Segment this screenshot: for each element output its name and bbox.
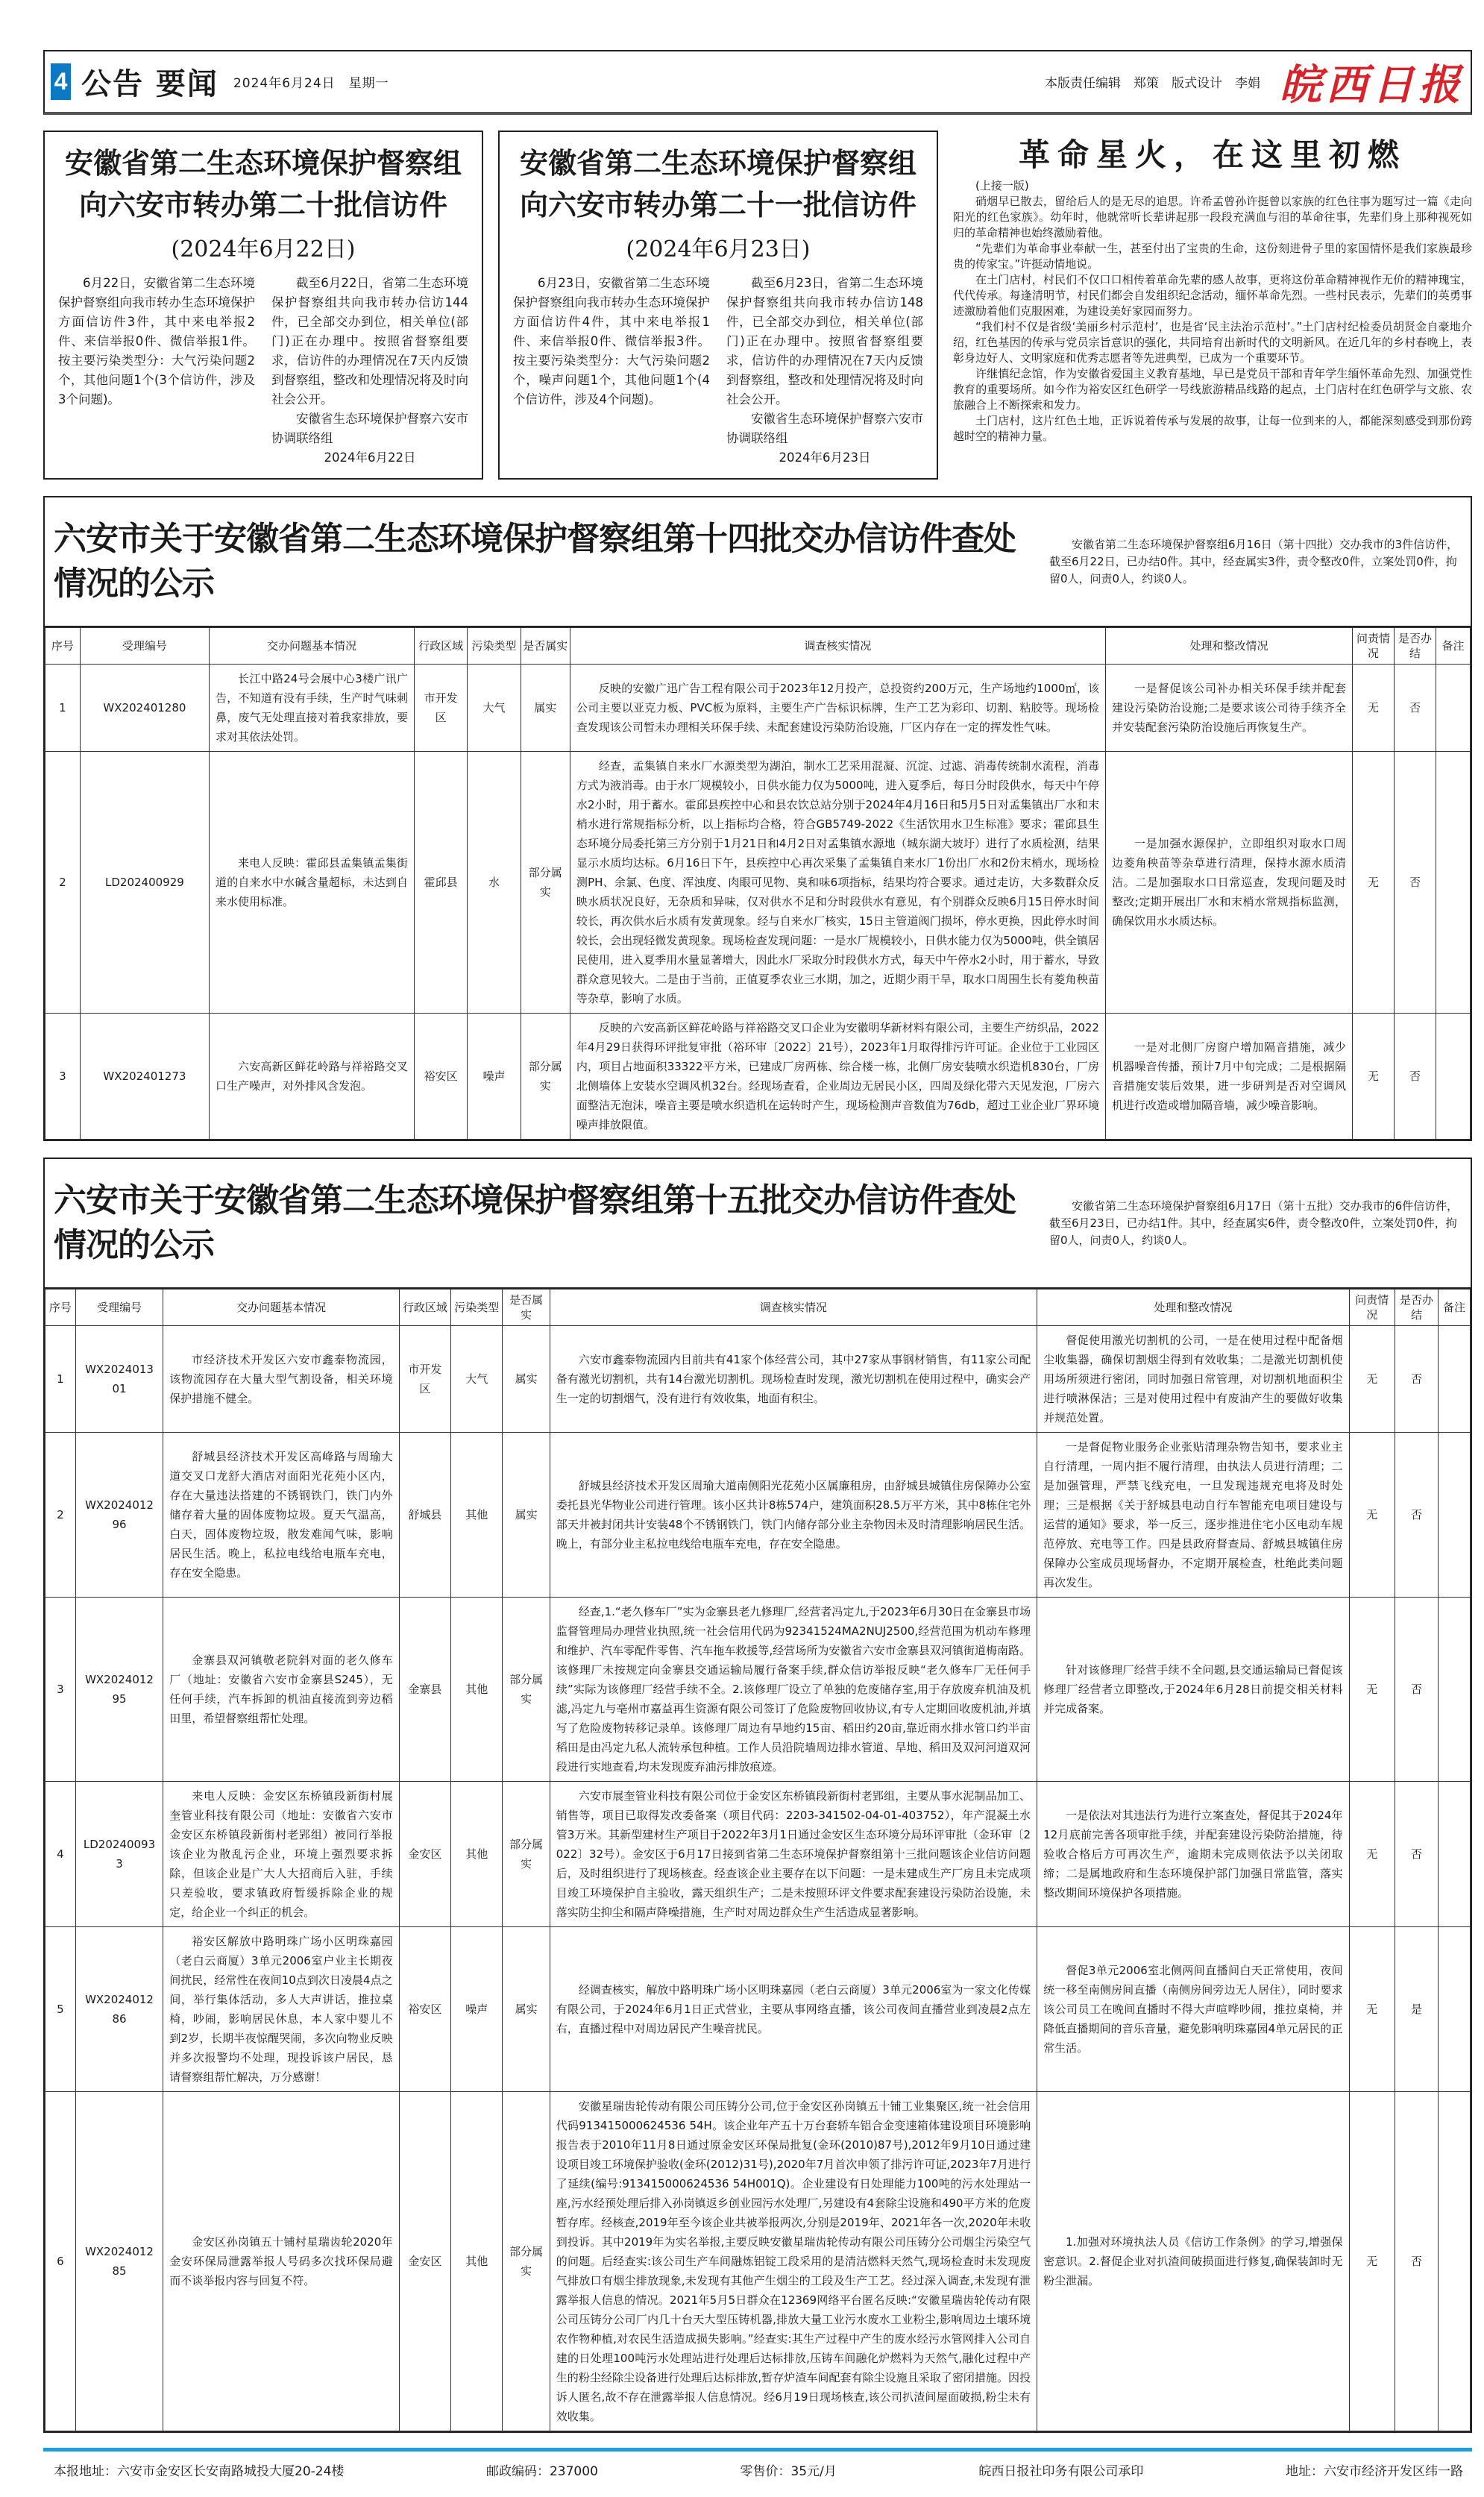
article-paragraph: 在土门店村，村民们不仅口口相传着革命先辈的感人故事，更将这份革命精神视作无价的精神瑰宝，代代传承。每逢清明节，村民们都会自发组织纪念活动，缅怀革命先烈。一些村民表示，先辈们的英勇事迹激励着他们克服困难，为建设美好家园而努力。 (953, 273, 1472, 318)
cell-handling: 1.加强对环境执法人员《信访工作条例》的学习,增强保密意识。2.督促企业对扒渣间破损面进行修复,确保装卸时无粉尘泄漏。 (1037, 2092, 1350, 2431)
cell-investigation: 反映的六安高新区鲜花岭路与祥裕路交叉口企业为安徽明华新材料有限公司，主要生产纺织品，2022年4月29日获得环评批复审批（裕环审〔2022〕21号），2023年1月取得排污许可证。企业位于工业园区内，项目占地面积33322平方米，已建成厂房两栋、综合楼一栋，北侧厂房安装喷水织造机830台，厂房北侧墙体上安装水空调风机32台。经现场查看，企业周边无居民小区，四周及绿化带六天见发泡，厂房六面整洁无泡沫，噪音主要是喷水织造机在运转时产生，现场检测声音数值为76db，超过工业企业厂界环境噪声排放限值。 (570, 1014, 1105, 1140)
column-header: 行政区域 (415, 628, 468, 665)
cell-case-id: WX202401296 (75, 1433, 163, 1598)
cell-pollution-type: 噪声 (451, 1927, 503, 2092)
column-header: 是否属实 (503, 1290, 550, 1326)
cell-issue: 金安区孙岗镇五十铺村星瑞齿轮2020年金安环保局泄露举报人号码多次找环保局避而不谈举报内容与回复不符。 (163, 2092, 399, 2431)
publication-batch-15 (43, 1158, 1472, 2433)
table-row (45, 1927, 1471, 2092)
cases-table (45, 627, 1471, 1140)
article-title: 革命星火，在这里初燃 (1018, 136, 1406, 173)
cell-case-id: WX202401301 (75, 1326, 163, 1433)
publication-batch-14 (43, 496, 1472, 1141)
cell-case-id: LD202400929 (80, 752, 209, 1014)
cell-note (1436, 752, 1471, 1014)
cell-area: 金安区 (399, 2092, 450, 2431)
cell-issue: 裕安区解放中路明珠广场小区明珠嘉园（老白云商厦）3单元2006室户业主长期夜间扰民，经常性在夜间10点到次日凌晨4点之间，举行集体活动，多人大声讲话，推拉桌椅，吵闹，影响居民休息，本人家中婴儿不到2岁，长期半夜惊醒哭闹，多次向物业反映并多次报警均不处理，现投诉该户居民，恳请督察组帮忙解决，万分感谢！ (163, 1927, 399, 2092)
notice-paragraph: 截至6月22日，省第二生态环境保护督察组共向我市转办信访144件，已全部交办到位，相关单位(部门)正在办理中。按照省督察组要求，信访件的办理情况在7天内反馈到督察组，整改和处理情况将及时向社会公开。 (271, 276, 468, 406)
table-row (45, 1326, 1471, 1433)
cell-handling: 督促使用激光切割机的公司，一是在使用过程中配备烟尘收集器，确保切割烟尘得到有效收集；二是激光切割机使用场所须进行密闭，同时加强日常管理，对切割机地面积尘进行喷淋保洁；三是对使用过程中有废油产生的要做好收集并规范处置。 (1037, 1326, 1350, 1433)
cell-case-id: LD202400933 (75, 1782, 163, 1927)
table-row (45, 1782, 1471, 1927)
cell-verified: 属实 (503, 1433, 550, 1598)
notice-sign-date: 2024年6月22日 (324, 450, 416, 465)
footer-address: 本报地址：六安市金安区长安南路城投大厦20-24楼 (54, 2464, 345, 2479)
cell-area: 裕安区 (415, 1014, 468, 1140)
issue-date: 2024年6月24日 星期一 (233, 76, 389, 91)
masthead (43, 50, 1472, 115)
footer-postcode: 邮政编码：237000 (485, 2464, 598, 2479)
table-row (45, 2092, 1471, 2431)
cell-pollution-type: 其他 (451, 1433, 503, 1598)
notice-title: 安徽省第二生态环境保护督察组 向六安市转办第二十批信访件 (64, 146, 462, 222)
cell-accountability: 无 (1353, 752, 1395, 1014)
cell-issue: 来电人反映：金安区东桥镇段新街村展奎管业科技有限公司（地址：安徽省六安市金安区东桥镇段新街村老郢组）被同行举报该企业为散乱污企业，环境上强烈要求拆除，但该企业是广大人大招商后入驻，手续只差验收，要求镇政府暂缓拆除企业的规定，给企业一个纠正的机会。 (163, 1782, 399, 1927)
cell-investigation: 六安市鑫泰物流园内目前共有41家个体经营公司，其中27家从事钢材销售，有11家公司配备有激光切割机，共有14台激光切割机。现场检查时发现，激光切割机在使用过程中，确实会产生一定的切割烟气，没有进行有效收集，地面有积尘。 (550, 1326, 1037, 1433)
continued-note: (上接一版) (975, 179, 1029, 192)
column-header: 处理和整改情况 (1105, 628, 1352, 665)
column-header: 交办问题基本情况 (163, 1290, 399, 1326)
top-row (43, 131, 1472, 480)
column-header: 备注 (1436, 628, 1471, 665)
column-header: 问责情况 (1353, 628, 1395, 665)
column-header: 交办问题基本情况 (210, 628, 415, 665)
article-paragraph: “先辈们为革命事业奉献一生，甚至付出了宝贵的生命，这份刻进骨子里的家国情怀是我们家族最珍贵的传家宝。”许挺动情地说。 (953, 242, 1472, 271)
cell-closed: 否 (1395, 665, 1436, 752)
column-header: 受理编号 (75, 1290, 163, 1326)
table-row (45, 1433, 1471, 1598)
column-header: 处理和整改情况 (1037, 1290, 1350, 1326)
cell-seq: 6 (45, 2092, 76, 2431)
column-header: 调查核实情况 (550, 1290, 1037, 1326)
table-header-row (45, 1290, 1471, 1326)
table-row (45, 1014, 1471, 1140)
cell-issue: 市经济技术开发区六安市鑫泰物流园，该物流园存在大量大型气割设备，相关环境保护措施不健全。 (163, 1326, 399, 1433)
table-header-row (45, 628, 1471, 665)
cell-area: 市开发区 (415, 665, 468, 752)
publication-title: 六安市关于安徽省第二生态环境保护督察组第十四批交办信访件查处情况的公示 (54, 520, 1016, 603)
cell-closed: 是 (1395, 1927, 1438, 2092)
cell-area: 市开发区 (399, 1326, 450, 1433)
notice-paragraph: 6月22日，安徽省第二生态环境保护督察组向我市转办生态环境保护方面信访件3件，其中来电举报2件、来信举报0件、微信举报1件。按主要污染类型分：大气污染问题2个，其他问题1个(3个信访件，涉及3个问题)。 (58, 276, 255, 406)
cell-seq: 2 (45, 1433, 76, 1598)
column-header: 问责情况 (1349, 1290, 1395, 1326)
cell-area: 金寨县 (399, 1598, 450, 1782)
cell-issue: 六安高新区鲜花岭路与祥裕路交叉口生产噪声，对外排风含发泡。 (210, 1014, 415, 1140)
footer-printer: 皖西日报社印务有限公司承印 (978, 2464, 1144, 2479)
cell-handling: 一是督促物业服务企业张贴清理杂物告知书，要求业主自行清理，一周内拒不履行清理，由执法人员进行清理；二是加强管理，严禁飞线充电，一旦发现违规充电将及时处理；三是根据《关于舒城县电动自行车智能充电项目建设与运营的通知》要求，举一反三，逐步推进住宅小区电动车规范停放、充电等工作。四是县政府督查局、舒城县城镇住房保障办公室成员现场督办，不定期开展检查，杜绝此类问题再次发生。 (1037, 1433, 1350, 1598)
cell-note (1439, 1782, 1471, 1927)
notice-signature: 安徽省生态环境保护督察六安市协调联络组 (726, 412, 923, 445)
cell-closed: 否 (1395, 1014, 1436, 1140)
cell-note (1436, 1014, 1471, 1140)
cell-verified: 部分属实 (503, 1598, 550, 1782)
cell-accountability: 无 (1349, 1927, 1395, 2092)
cell-verified: 部分属实 (521, 752, 570, 1014)
cell-handling: 针对该修理厂经营手续不全问题,县交通运输局已督促该修理厂经营者立即整改,于2024年6月28日前提交相关材料并完成备案。 (1037, 1598, 1350, 1782)
cell-investigation: 经查,1.“老久修车厂”实为金寨县老九修理厂,经营者冯定九,于2023年6月30日在金寨县市场监督管理局办理营业执照,统一社会信用代码为92341524MA2NUJ2500,经营范围为机动车修理和维护、汽车零配件零售、汽车拖车救援等,经营场所为安徽省六安市金寨县双河镇街道梅南路。该修理厂未按规定向金寨县交通运输局履行备案手续,群众信访举报反映“老久修车厂无任何手续”实际为该修理厂经营手续不全。2.该修理厂设立了单独的危废储存室,用于存放废弃机油及机滤,冯定九与亳州市嘉益再生资源有限公司签订了危险废物回收协议,有专人定期回收废机油,并填写了危险废物转移记录单。该修理厂周边有旱地约15亩、稻田约20亩,靠近雨水排水管口约半亩稻田是由冯定九私人流转承包种植。工作人员沿院墙周边排水管道、旱地、稻田及双河河道双河段进行实地查看,均未发现废弃油污排放痕迹。 (550, 1598, 1037, 1782)
cell-pollution-type: 其他 (451, 2092, 503, 2431)
cell-handling: 一是督促该公司补办相关环保手续并配套建设污染防治设施;二是要求该公司待手续齐全并安装配套污染防治设施后再恢复生产。 (1105, 665, 1352, 752)
notice-batch-20 (43, 131, 483, 480)
cell-case-id: WX202401273 (80, 1014, 209, 1140)
cell-area: 裕安区 (399, 1927, 450, 2092)
column-header: 是否属实 (521, 628, 570, 665)
cell-issue: 金寨县双河镇敬老院斜对面的老久修车厂（地址：安徽省六安市金寨县S245），无任何手续，汽车拆卸的机油直接流到旁边稻田里，希望督察组帮忙处理。 (163, 1598, 399, 1782)
table-row (45, 665, 1471, 752)
cell-accountability: 无 (1353, 1014, 1395, 1140)
cell-seq: 5 (45, 1927, 76, 2092)
cell-issue: 来电人反映：霍邱县孟集镇孟集街道的自来水中水碱含量超标，未达到自来水使用标准。 (210, 752, 415, 1014)
footer-price: 零售价：35元/月 (740, 2464, 837, 2479)
cell-issue: 舒城县经济技术开发区高峰路与周瑜大道交叉口龙舒大酒店对面阳光花苑小区内，存在大量违法搭建的不锈钢铁门，铁门内外储存着大量的固体废物垃圾。夏天气温高，白天，固体废物垃圾，散发难闻气味，影响居民生活。晚上，私拉电线给电瓶车充电，存在安全隐患。 (163, 1433, 399, 1598)
cell-investigation: 经调查核实，解放中路明珠广场小区明珠嘉园（老白云商厦）3单元2006室为一家文化传媒有限公司，于2024年6月1日正式营业，主要从事网络直播，该公司夜间直播营业到凌晨2点左右，直播过程中对周边居民产生噪音扰民。 (550, 1927, 1037, 2092)
cell-area: 霍邱县 (415, 752, 468, 1014)
column-header: 污染类型 (451, 1290, 503, 1326)
publication-summary: 安徽省第二生态环境保护督察组6月17日（第十五批）交办我市的6件信访件，截至6月23日，已办结1件。其中，经查属实6件，责令整改0件，立案处罚0件，拘留0人，问责0人，约谈0人。 (1049, 1199, 1459, 1247)
column-header: 是否办结 (1395, 1290, 1438, 1326)
column-header: 序号 (45, 628, 81, 665)
cell-case-id: WX202401285 (75, 2092, 163, 2431)
publication-title: 六安市关于安徽省第二生态环境保护督察组第十五批交办信访件查处情况的公示 (54, 1181, 1016, 1264)
cell-handling: 督促3单元2006室北侧两间直播间白天正常使用，夜间统一移至南侧房间直播（南侧房间旁边无人居住），同时要求该公司员工在晚间直播时不得大声喧哗吵闹，推拉桌椅，并降低直播期间的音乐音量，避免影响明珠嘉园4单元居民的正常生活。 (1037, 1927, 1350, 2092)
cell-note (1439, 1598, 1471, 1782)
notice-paragraph: 6月23日，安徽省第二生态环境保护督察组向我市转办生态环境保护方面信访件4件，其中来电举报1件、来信举报0件、微信举报3件。按主要污染类型分：大气污染问题2个，噪声问题1个，其他问题1个(4个信访件，涉及4个问题)。 (513, 276, 710, 406)
cell-closed: 否 (1395, 1326, 1438, 1433)
notice-sign-date: 2024年6月23日 (779, 450, 871, 465)
cell-case-id: WX202401286 (75, 1927, 163, 2092)
footer-printer-address: 地址：六安市经济开发区纬一路 (1285, 2464, 1463, 2479)
column-header: 是否办结 (1395, 628, 1436, 665)
cell-seq: 3 (45, 1598, 76, 1782)
cell-investigation: 反映的安徽广迅广告工程有限公司于2023年12月投产，总投资约200万元，生产场地约1000㎡，该公司主要以亚克力板、PVC板为原料，主要生产广告标识标牌，生产工艺为彩印、切割、粘胶等。现场检查发现该公司暂未办理相关环保手续、未配套建设污染防治设施，厂区内存在一定的挥发性气味。 (570, 665, 1105, 752)
article-paragraph: 土门店村，这片红色土地，正诉说着传承与发展的故事，让每一位到来的人，都能深刻感受到那份跨越时空的精神力量。 (953, 414, 1472, 443)
cell-case-id: WX202401280 (80, 665, 209, 752)
cell-pollution-type: 其他 (451, 1782, 503, 1927)
notice-title: 安徽省第二生态环境保护督察组 向六安市转办第二十一批信访件 (519, 146, 917, 222)
cell-note (1439, 2092, 1471, 2431)
cell-seq: 4 (45, 1782, 76, 1927)
cell-seq: 3 (45, 1014, 81, 1140)
cell-note (1436, 665, 1471, 752)
cell-closed: 否 (1395, 1433, 1438, 1598)
column-header: 受理编号 (80, 628, 209, 665)
cell-issue: 长江中路24号会展中心3楼广讯广告，不知道有没有手续，生产时气味刺鼻，废气无处理直接对着我家排放，要求对其依法处罚。 (210, 665, 415, 752)
cell-pollution-type: 大气 (451, 1326, 503, 1433)
cell-verified: 部分属实 (521, 1014, 570, 1140)
cell-pollution-type: 噪声 (468, 1014, 521, 1140)
notice-batch-21 (498, 131, 938, 480)
cell-pollution-type: 其他 (451, 1598, 503, 1782)
cell-area: 金安区 (399, 1782, 450, 1927)
page-number: 4 (51, 63, 71, 100)
notice-date: (2024年6月23日) (626, 236, 811, 263)
cell-closed: 否 (1395, 1598, 1438, 1782)
column-header: 备注 (1439, 1290, 1471, 1326)
cell-verified: 属实 (521, 665, 570, 752)
cases-table (45, 1289, 1471, 2431)
cell-note (1439, 1326, 1471, 1433)
notice-signature: 安徽省生态环境保护督察六安市协调联络组 (271, 412, 468, 445)
article-paragraph: 许继慎纪念馆，作为安徽省爱国主义教育基地，早已是党员干部和青年学生缅怀革命先烈、加强党性教育的重要场所。如今作为裕安区红色研学一号线旅游精品线路的起点，土门店村在红色研学与文旅、农旅融合上不断探索和发力。 (953, 367, 1472, 412)
cell-handling: 一是加强水源保护，立即组织对取水口周边菱角秧苗等杂草进行清理，保持水源水质清洁。二是加强取水口日常巡查，发现问题及时整改;定期开展出厂水和末梢水常规指标监测，确保饮用水水质达标。 (1105, 752, 1352, 1014)
cell-area: 舒城县 (399, 1433, 450, 1598)
table-row (45, 1598, 1471, 1782)
cell-seq: 2 (45, 752, 81, 1014)
newspaper-page (43, 0, 1472, 2497)
cell-accountability: 无 (1349, 1326, 1395, 1433)
article-paragraph: “我们村不仅是省级‘美丽乡村示范村’，也是省‘民主法治示范村’。”土门店村纪检委员胡贤金自豪地介绍，红色基因的传承与党员宗旨意识的强化，共同培育出新时代的文明新风。在近几年的乡村春晚上，表彰身边好人、文明家庭和优秀志愿者等先进典型，已成为一个重要环节。 (953, 320, 1472, 365)
section-title: 公告 要闻 (81, 67, 218, 101)
cell-pollution-type: 大气 (468, 665, 521, 752)
column-header: 调查核实情况 (570, 628, 1105, 665)
cell-verified: 属实 (503, 1927, 550, 2092)
cell-verified: 部分属实 (503, 2092, 550, 2431)
cell-note (1439, 1433, 1471, 1598)
footer (54, 2452, 1463, 2497)
cell-investigation: 安徽星瑞齿轮传动有限公司压铸分公司,位于金安区孙岗镇五十铺工业集聚区,统一社会信用代码913415000624536 54H。该企业年产五十万台套轿车铝合金变速箱体建设项目环境影响报告表于2010年11月8日通过原金安区环保局批复(金环(2010)87号),2012年9月10日通过建设项目竣工环境保护验收(金环(2012)31号),2020年7月首次申领了排污许可证,2023年7月进行了延续(编号:913415000624536 54H001Q)。企业建设有日处理能力100吨的污水处理站一座,污水经预处理后排入孙岗镇返乡创业园污水处理厂,另建设有4套除尘设施和490平方米的危废暂存库。经核查,2019年至今该企业共被举报两次,分别是2019年、2021年各一次,2020年未收到投诉。其中2019年为实名举报,主要反映安徽星瑞齿轮传动有限公司压铸分公司烟尘污染空气的问题。后经查实:该公司生产车间融炼铝锭工段采用的是清洁燃料天然气,现场检查时未发现废气排放口有烟尘排放现象,未发现有其他产生烟尘的工段及生产工艺。经过深入调查,未发现有泄露举报人信息的情况。2021年5月5日群众在12369网络平台匿名反映:“安徽星瑞齿轮传动有限公司压铸分公司厂内几十台天大型压铸机器,排放大量工业污水废水工业粉尘,影响周边土壤环境农作物种植,对农民生活造成损失影响。”经查实:其生产过程中产生的废水经污水管网排入公司自建的日处理100吨污水处理站进行处理后达标排放,压铸车间融化炉燃料为天然气,融化过程中产生的粉尘经除尘设备进行处理后达标排放,暂存炉渣车间配套有除尘设施且采取了密闭措施。因投诉人匿名,故不存在泄露举报人信息情况。经6月19日现场核查,该公司扒渣间屋面破损,粉尘未有效收集。 (550, 2092, 1037, 2431)
notice-paragraph: 截至6月23日，省第二生态环境保护督察组共向我市转办信访148件，已全部交办到位，相关单位(部门)正在办理中。按照省督察组要求，信访件的办理情况在7天内反馈到督察组，整改和处理情况将及时向社会公开。 (726, 276, 923, 406)
table-row (45, 752, 1471, 1014)
cell-seq: 1 (45, 1326, 76, 1433)
cell-investigation: 经查，孟集镇自来水厂水源类型为湖泊，制水工艺采用混凝、沉淀、过滤、消毒传统制水流程，消毒方式为液消毒。由于水厂规模较小，日供水能力仅为5000吨，进入夏季后，每日分时段供水，每天中午停水2小时，用于蓄水。霍邱县疾控中心和县农饮总站分别于2024年4月16日和5月5日对孟集镇出厂水和末梢水进行常规指标分析，以上指标均合格，符合GB5749-2022《生活饮用水卫生标准》要求；霍邱县生态环境分局委托第三方分别于1月21日和4月2日对孟集镇水源地（城东湖大坡圩）进行了水质检测，结果显示水质均达标。6月16日下午，县疾控中心再次采集了孟集镇自来水厂1份出厂水和2份末梢水，现场检测PH、余氯、色度、浑浊度、肉眼可见物、臭和味6项指标，结果均符合要求。通过走访，大多数群众反映水质状况良好，无杂质和异味，仅对供水不足和分时段供水有意见，有个别群众反映6月15日停水时间较长，再次供水后水质有发黄现象。经与自来水厂核实，15日主管道阀门损坏，停水更换，因此停水时间较长，会出现轻微发黄现象。现场检查发现问题：一是水厂规模较小，日供水能力仅为5000吨，供全镇居民使用，进入夏季用水量显著增大，因此水厂采取分时段供水方式，每天中午停水2小时，用于蓄水，导致群众意见较大。二是由于当前，正值夏季农业三水期，加之，近期少雨干旱，取水口周围生长有菱角秧苗等杂草，影响了水质。 (570, 752, 1105, 1014)
notice-date: (2024年6月22日) (171, 236, 356, 263)
cell-closed: 否 (1395, 2092, 1438, 2431)
cell-accountability: 无 (1349, 2092, 1395, 2431)
cell-seq: 1 (45, 665, 81, 752)
editors-credit: 本版责任编辑 郑策 版式设计 李娟 (1045, 76, 1260, 91)
cell-pollution-type: 水 (468, 752, 521, 1014)
cell-investigation: 六安市展奎管业科技有限公司位于金安区东桥镇段新街村老郢组，主要从事水泥制品加工、销售等，项目已取得发改委备案（项目代码：2203-341502-04-01-403752），年产混凝土水管3万米。其新型建材生产项目于2022年3月1日通过金安区生态环境分局环评审批（金环审〔2022〕32号）。金安区于6月17日接到省第二生态环境保护督察组第十三批问题该企业信访问题后，及时组织进行了现场核查。经查该企业主要存在以下问题：一是未建成生产厂房且未完成项目竣工环境保护自主验收，露天组织生产；二是未按照环评文件要求配套建设污染防治设施，未落实防尘抑尘和隔声降噪措施，生产时对周边群众生产生活造成显著影响。 (550, 1782, 1037, 1927)
cell-investigation: 舒城县经济技术开发区周瑜大道南侧阳光花苑小区属廉租房，由舒城县城镇住房保障办公室委托县光华物业公司进行管理。该小区共计8栋574户，建筑面积28.5万平方米，其中8栋住宅外部天井被封闭共计安装48个不锈钢铁门，铁门内储存部分业主杂物因未及时清理影响居民生活。晚上，有部分业主私拉电线给电瓶车充电，存在安全隐患。 (550, 1433, 1037, 1598)
cell-closed: 否 (1395, 752, 1436, 1014)
cell-note (1439, 1927, 1471, 2092)
publication-summary: 安徽省第二生态环境保护督察组6月16日（第十四批）交办我市的3件信访件，截至6月22日，已办结0件。其中，经查属实3件，责令整改0件，立案处罚0件，拘留0人，问责0人，约谈0人。 (1049, 537, 1459, 585)
cell-accountability: 无 (1353, 665, 1395, 752)
cell-accountability: 无 (1349, 1433, 1395, 1598)
article-paragraph: 硝烟早已散去，留给后人的是无尽的追思。许希孟曾孙许挺曾以家族的红色往事为题写过一篇《走向阳光的红色家族》。幼年时，他就常听长辈讲起那一段段充满血与泪的革命往事，先辈们身上那种视死如归的革命精神也始终激励着他。 (953, 195, 1472, 239)
column-header: 行政区域 (399, 1290, 450, 1326)
newspaper-logo: 皖西日报 (1280, 60, 1465, 110)
column-header: 序号 (45, 1290, 76, 1326)
cell-closed: 否 (1395, 1782, 1438, 1927)
feature-article (953, 131, 1472, 445)
cell-verified: 属实 (503, 1326, 550, 1433)
cell-case-id: WX202401295 (75, 1598, 163, 1782)
cell-accountability: 无 (1349, 1782, 1395, 1927)
column-header: 污染类型 (468, 628, 521, 665)
cell-handling: 一是对北侧厂房窗户增加隔音措施，减少机器噪音传播，预计7月中旬完成；二是根据隔音措施安装后效果，进一步研判是否对空调风机进行改造或增加隔音墙，减少噪音影响。 (1105, 1014, 1352, 1140)
cell-handling: 一是依法对其违法行为进行立案查处，督促其于2024年12月底前完善各项审批手续，并配套建设污染防治措施，待验收合格后方可再次生产，逾期未完成则依法予以关闭取缔；二是属地政府和生态环境保护部门加强日常监管，落实整改期间环境保护各项措施。 (1037, 1782, 1350, 1927)
cell-verified: 部分属实 (503, 1782, 550, 1927)
cell-accountability: 无 (1349, 1598, 1395, 1782)
